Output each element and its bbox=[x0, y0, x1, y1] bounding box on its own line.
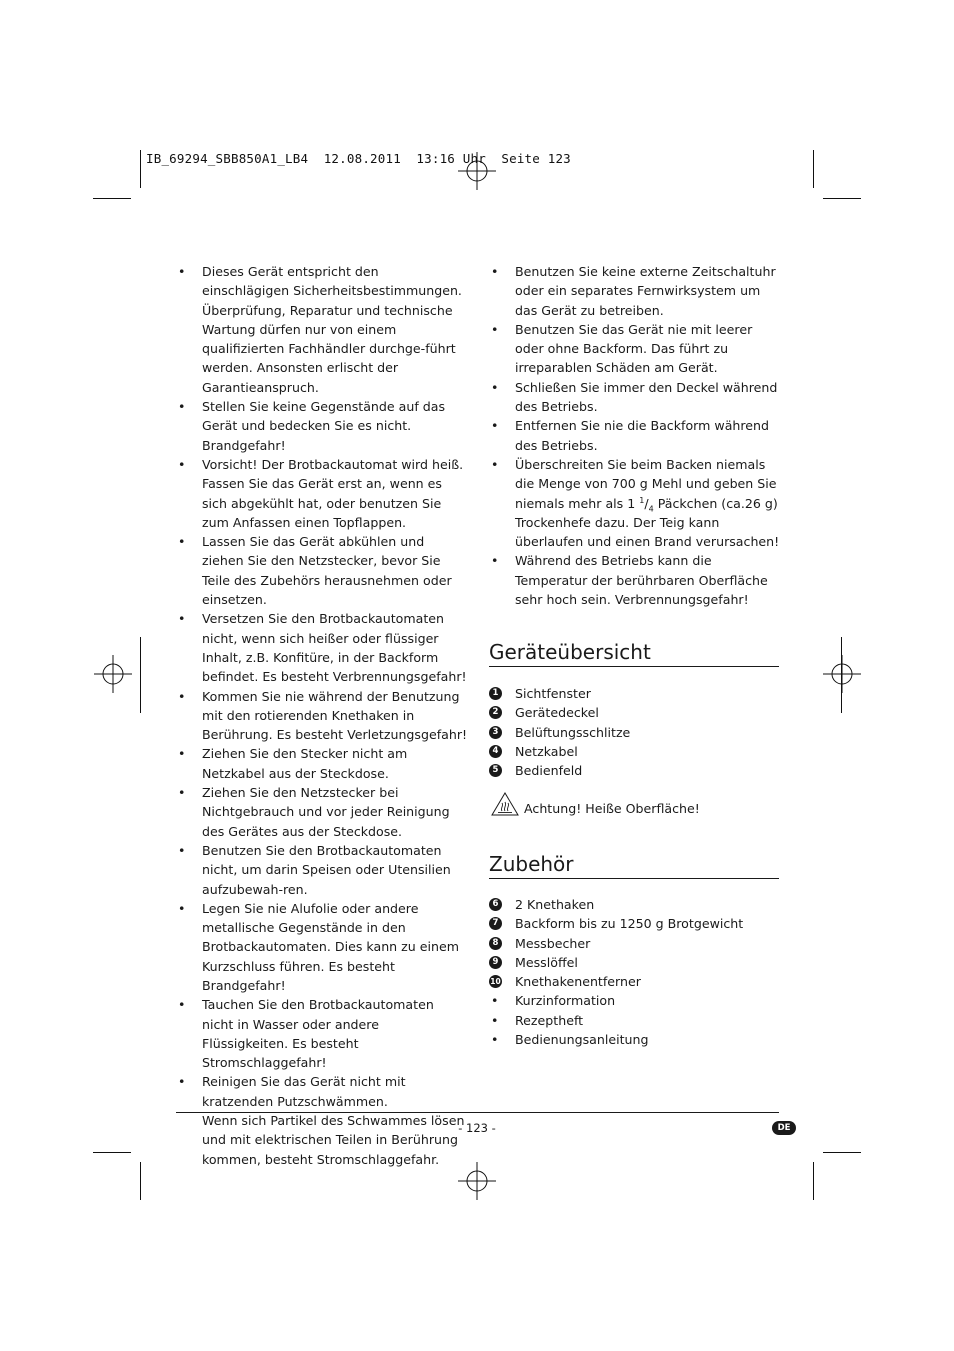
list-item bbox=[489, 703, 781, 722]
list-item-text: Tauchen Sie den Brotbackautomaten nicht in Wasser oder andere Flüssigkeiten. Es besteht Stromschlaggefahr! bbox=[202, 997, 434, 1071]
list-item-text: Benutzen Sie das Gerät nie mit leerer oder ohne Backform. Das führt zu irreparablen Schäden am Gerät. bbox=[515, 321, 753, 376]
item-label: 2 Knethaken bbox=[515, 897, 595, 912]
list-item bbox=[176, 687, 468, 745]
list-item bbox=[489, 914, 781, 933]
crop-mark bbox=[841, 637, 842, 713]
safety-list bbox=[489, 262, 781, 609]
registration-mark-top bbox=[458, 152, 496, 190]
item-label: Kurzinformation bbox=[515, 993, 616, 1009]
item-label: Messbecher bbox=[515, 935, 591, 951]
item-number-badge: 6 bbox=[489, 898, 502, 911]
crop-mark bbox=[823, 198, 861, 199]
list-item bbox=[176, 262, 468, 397]
section-title-accessories: Zubehör bbox=[489, 852, 779, 879]
crop-mark bbox=[140, 637, 141, 713]
flour-item-after: Päckchen (ca.26 g) Trockenhefe dazu. Der Teig kann überlaufen und einen Brand verursachen! bbox=[515, 495, 780, 550]
list-item bbox=[489, 378, 781, 417]
list-item bbox=[489, 262, 781, 320]
item-number-badge: 9 bbox=[489, 956, 502, 969]
list-item bbox=[176, 532, 468, 609]
safety-list bbox=[176, 262, 468, 1169]
item-label: Gerätedeckel bbox=[515, 705, 599, 721]
list-item bbox=[176, 609, 468, 686]
item-number-badge: 3 bbox=[489, 726, 502, 739]
safety-list-right-column bbox=[489, 262, 781, 609]
list-item-text: Versetzen Sie den Brotbackautomaten nicht, wenn sich heißer oder flüssiger Inhalt, z.B. Konfitüre, in der Backform befindet. Es besteht Verbrennungsgefahr! bbox=[202, 611, 467, 685]
list-item bbox=[489, 972, 781, 991]
list-item bbox=[489, 991, 781, 1010]
bullet-dot: • bbox=[491, 993, 499, 1009]
list-item bbox=[176, 899, 468, 995]
item-label: Belüftungsschlitze bbox=[515, 724, 631, 740]
item-label: Sichtfenster bbox=[515, 686, 591, 701]
list-item bbox=[489, 934, 781, 953]
crop-mark bbox=[823, 1152, 861, 1153]
crop-mark bbox=[93, 198, 131, 199]
registration-mark-right bbox=[823, 655, 861, 693]
list-item bbox=[489, 320, 781, 378]
section-title-overview: Geräteübersicht bbox=[489, 640, 779, 667]
crop-mark bbox=[140, 1162, 141, 1200]
list-item-text: Schließen Sie immer den Deckel während des Betriebs. bbox=[515, 379, 778, 415]
list-item bbox=[176, 397, 468, 455]
page-number: - 123 - bbox=[458, 1121, 496, 1135]
list-item-text: Ziehen Sie den Stecker nicht am Netzkabel aus der Steckdose. bbox=[202, 746, 408, 781]
list-item bbox=[176, 783, 468, 841]
list-item-text: • Reinigen Sie das Gerät nicht mit kratzenden Putzschwämmen. bbox=[202, 1074, 406, 1109]
flour-item-before: Überschreiten Sie beim Backen niemals die Menge von 700 g Mehl und geben Sie niemals mehr als 1 bbox=[515, 456, 777, 511]
fraction-denominator: 4 bbox=[648, 504, 654, 514]
list-item bbox=[489, 416, 781, 455]
list-item-text: Vorsicht! Der Brotbackautomat wird heiß. Fassen Sie das Gerät erst an, wenn es sich abgekühlt hat, oder benutzen Sie zum Anfassen einen Topflappen. bbox=[202, 456, 464, 530]
list-item bbox=[489, 723, 781, 742]
fraction-numerator: 1 bbox=[639, 495, 645, 505]
list-item-text: Legen Sie nie Alufolie oder andere metallische Gegenstände in den Brotbackautomaten. Dies kann zu einem Kurzschluss führen. Es besteht Brandgefahr! bbox=[202, 900, 459, 993]
list-item bbox=[489, 684, 781, 703]
language-badge: DE bbox=[772, 1121, 796, 1135]
list-item bbox=[489, 953, 781, 972]
hot-surface-warning-icon bbox=[491, 792, 519, 816]
item-label: Backform bis zu 1250 g Brotgewicht bbox=[515, 916, 744, 932]
list-item bbox=[176, 455, 468, 532]
item-number-badge: 7 bbox=[489, 917, 502, 930]
bullet-dot: • bbox=[491, 1032, 499, 1048]
crop-mark bbox=[140, 150, 141, 188]
safety-list-left-column bbox=[176, 262, 468, 1169]
bullet-dot: • bbox=[491, 1012, 499, 1028]
item-number-badge: 5 bbox=[489, 764, 502, 777]
list-item bbox=[489, 455, 781, 551]
list-item bbox=[176, 744, 468, 783]
print-slug: IB_69294_SBB850A1_LB4 12.08.2011 13:16 Uhr Seite 123 bbox=[146, 151, 571, 166]
list-item-text: Stellen Sie keine Gegenstände auf das Gerät und bedecken Sie es nicht. Brandgefahr! bbox=[202, 399, 446, 453]
list-item-text: Während des Betriebs kann die Temperatur der berührbaren Oberfläche sehr hoch sein. Verbrennungsgefahr! bbox=[515, 553, 768, 608]
registration-mark-left bbox=[94, 655, 132, 693]
item-label: Knethakenentferner bbox=[515, 974, 641, 990]
list-item bbox=[489, 761, 781, 780]
list-item bbox=[489, 895, 781, 914]
warning-text: Achtung! Heiße Oberfläche! bbox=[524, 801, 700, 816]
item-number-badge: 8 bbox=[489, 937, 502, 950]
item-number-badge: 1 bbox=[489, 687, 502, 700]
list-item-text: Benutzen Sie den Brotbackautomaten nicht, um darin Speisen oder Utensilien aufzubewah-ren. bbox=[202, 842, 451, 897]
item-label: Netzkabel bbox=[515, 743, 578, 759]
list-item-text: Kommen Sie nie während der Benutzung mit den rotierenden Knethaken in Berührung. Es besteht Verletzungsgefahr! bbox=[202, 688, 468, 743]
list-item bbox=[176, 995, 468, 1072]
item-label: Rezeptheft bbox=[515, 1012, 584, 1028]
item-label: Bedienfeld bbox=[515, 763, 583, 779]
list-item bbox=[489, 1030, 781, 1049]
item-number-badge: 10 bbox=[490, 977, 501, 987]
list-item bbox=[489, 742, 781, 761]
list-item-continuation: Wenn sich Partikel des Schwammes lösen und mit elektrischen Teilen in Berührung kommen, besteht Stromschlaggefahr. bbox=[202, 1113, 465, 1167]
item-label: Messlöffel bbox=[515, 954, 578, 970]
crop-mark bbox=[813, 150, 814, 188]
item-number-badge: 4 bbox=[489, 745, 502, 758]
list-item-text: Ziehen Sie den Netzstecker bei Nichtgebrauch und vor jeder Reinigung des Gerätes aus der Steckdose. bbox=[202, 785, 450, 839]
list-item-text: Lassen Sie das Gerät abkühlen und ziehen Sie den Netzstecker, bevor Sie Teile des Zubehörs herausnehmen oder einsetzen. bbox=[202, 534, 452, 608]
list-item bbox=[489, 1011, 781, 1030]
accessories-list bbox=[489, 895, 781, 1049]
list-item-text: Benutzen Sie keine externe Zeitschaltuhr oder ein separates Fernwirksystem um das Gerät zu betreiben. bbox=[515, 264, 776, 318]
item-label: Bedienungsanleitung bbox=[515, 1032, 649, 1048]
list-item-text: Dieses Gerät entspricht den einschlägigen Sicherheitsbestimmungen. Überprüfung, Reparatur und technische Wartung dürfen nur von einem qualifizierten Fachhändler durchge-führt werden. Ansonsten erlischt der Garantieanspruch. bbox=[202, 264, 462, 395]
list-item-text: Entfernen Sie nie die Backform während des Betriebs. bbox=[515, 418, 770, 453]
list-item bbox=[489, 551, 781, 609]
crop-mark bbox=[93, 1152, 131, 1153]
overview-list bbox=[489, 684, 781, 780]
item-number-badge: 2 bbox=[489, 706, 502, 719]
footer-rule bbox=[176, 1112, 779, 1113]
list-item bbox=[176, 841, 468, 899]
fraction-slash: / bbox=[644, 495, 649, 511]
crop-mark bbox=[813, 1162, 814, 1200]
